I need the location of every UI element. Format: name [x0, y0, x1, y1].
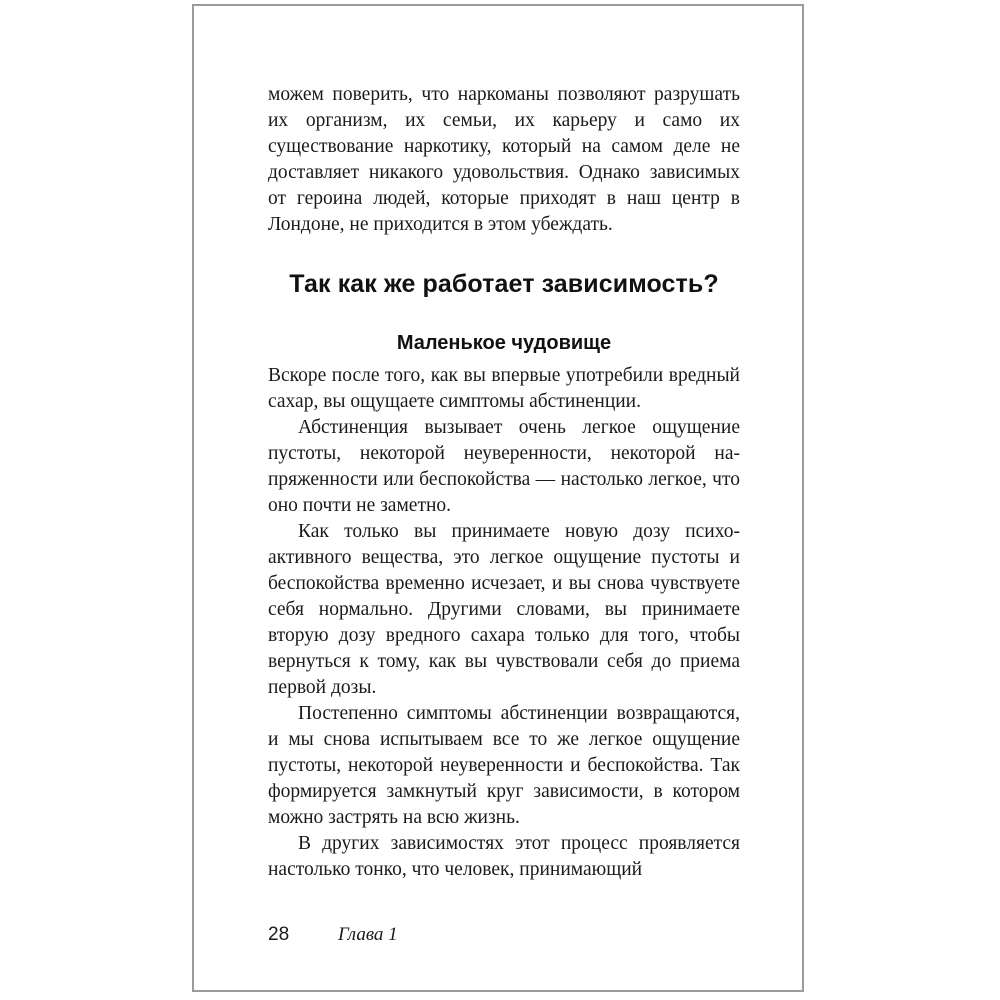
intro-paragraph: можем поверить, что наркоманы позволяют разрушать их организм, их семьи, их карьеру и само их существование наркотику, который на самом деле не доставляет никакого удовольствия. Однако зависимых от героина людей, которые приходят в наш центр в Лондоне, не приходится в этом убеждать.: [268, 84, 740, 235]
body-paragraph-1: Вскоре после того, как вы впервые употребили вредный сахар, вы ощущаете симптомы абстиненции.: [268, 365, 740, 412]
running-head: Глава 1: [338, 924, 398, 945]
body-text: [268, 363, 740, 883]
body-paragraph-5: В других зависимостях этот процесс проявляется настолько тонко, что человек, принимающий: [268, 833, 740, 880]
chapter-heading: Так как же работает зависимость?: [289, 270, 719, 298]
body-paragraph-2: Абстиненция вызывает очень легкое ощущение пустоты, некоторой неуверенности, некоторой напряженности или беспокойства — настолько легкое, что оно почти не заметно.: [268, 417, 740, 516]
section-heading: Маленькое чудовище: [396, 332, 612, 354]
body-paragraph-3: Как только вы принимаете новую дозу психоактивного вещества, это легкое ощущение пустоты и беспокойства временно исчезает, и вы снова чувствуете себя нормально. Другими словами, вы принимаете вторую дозу вредного сахара только для того, чтобы вернуться к тому, как вы чувствовали себя до приема первой дозы.: [268, 521, 740, 698]
page-footer: [268, 922, 398, 948]
body-paragraph-4: Постепенно симптомы абстиненции возвращаются, и мы снова испытываем все то же легкое ощущение пустоты, некоторой неуверенности и беспокойства. Так формируется замкнутый круг зависимости, в котором можно застрять на всю жизнь.: [268, 703, 740, 828]
page-number: 28: [268, 924, 290, 945]
intro-text: [268, 82, 740, 238]
